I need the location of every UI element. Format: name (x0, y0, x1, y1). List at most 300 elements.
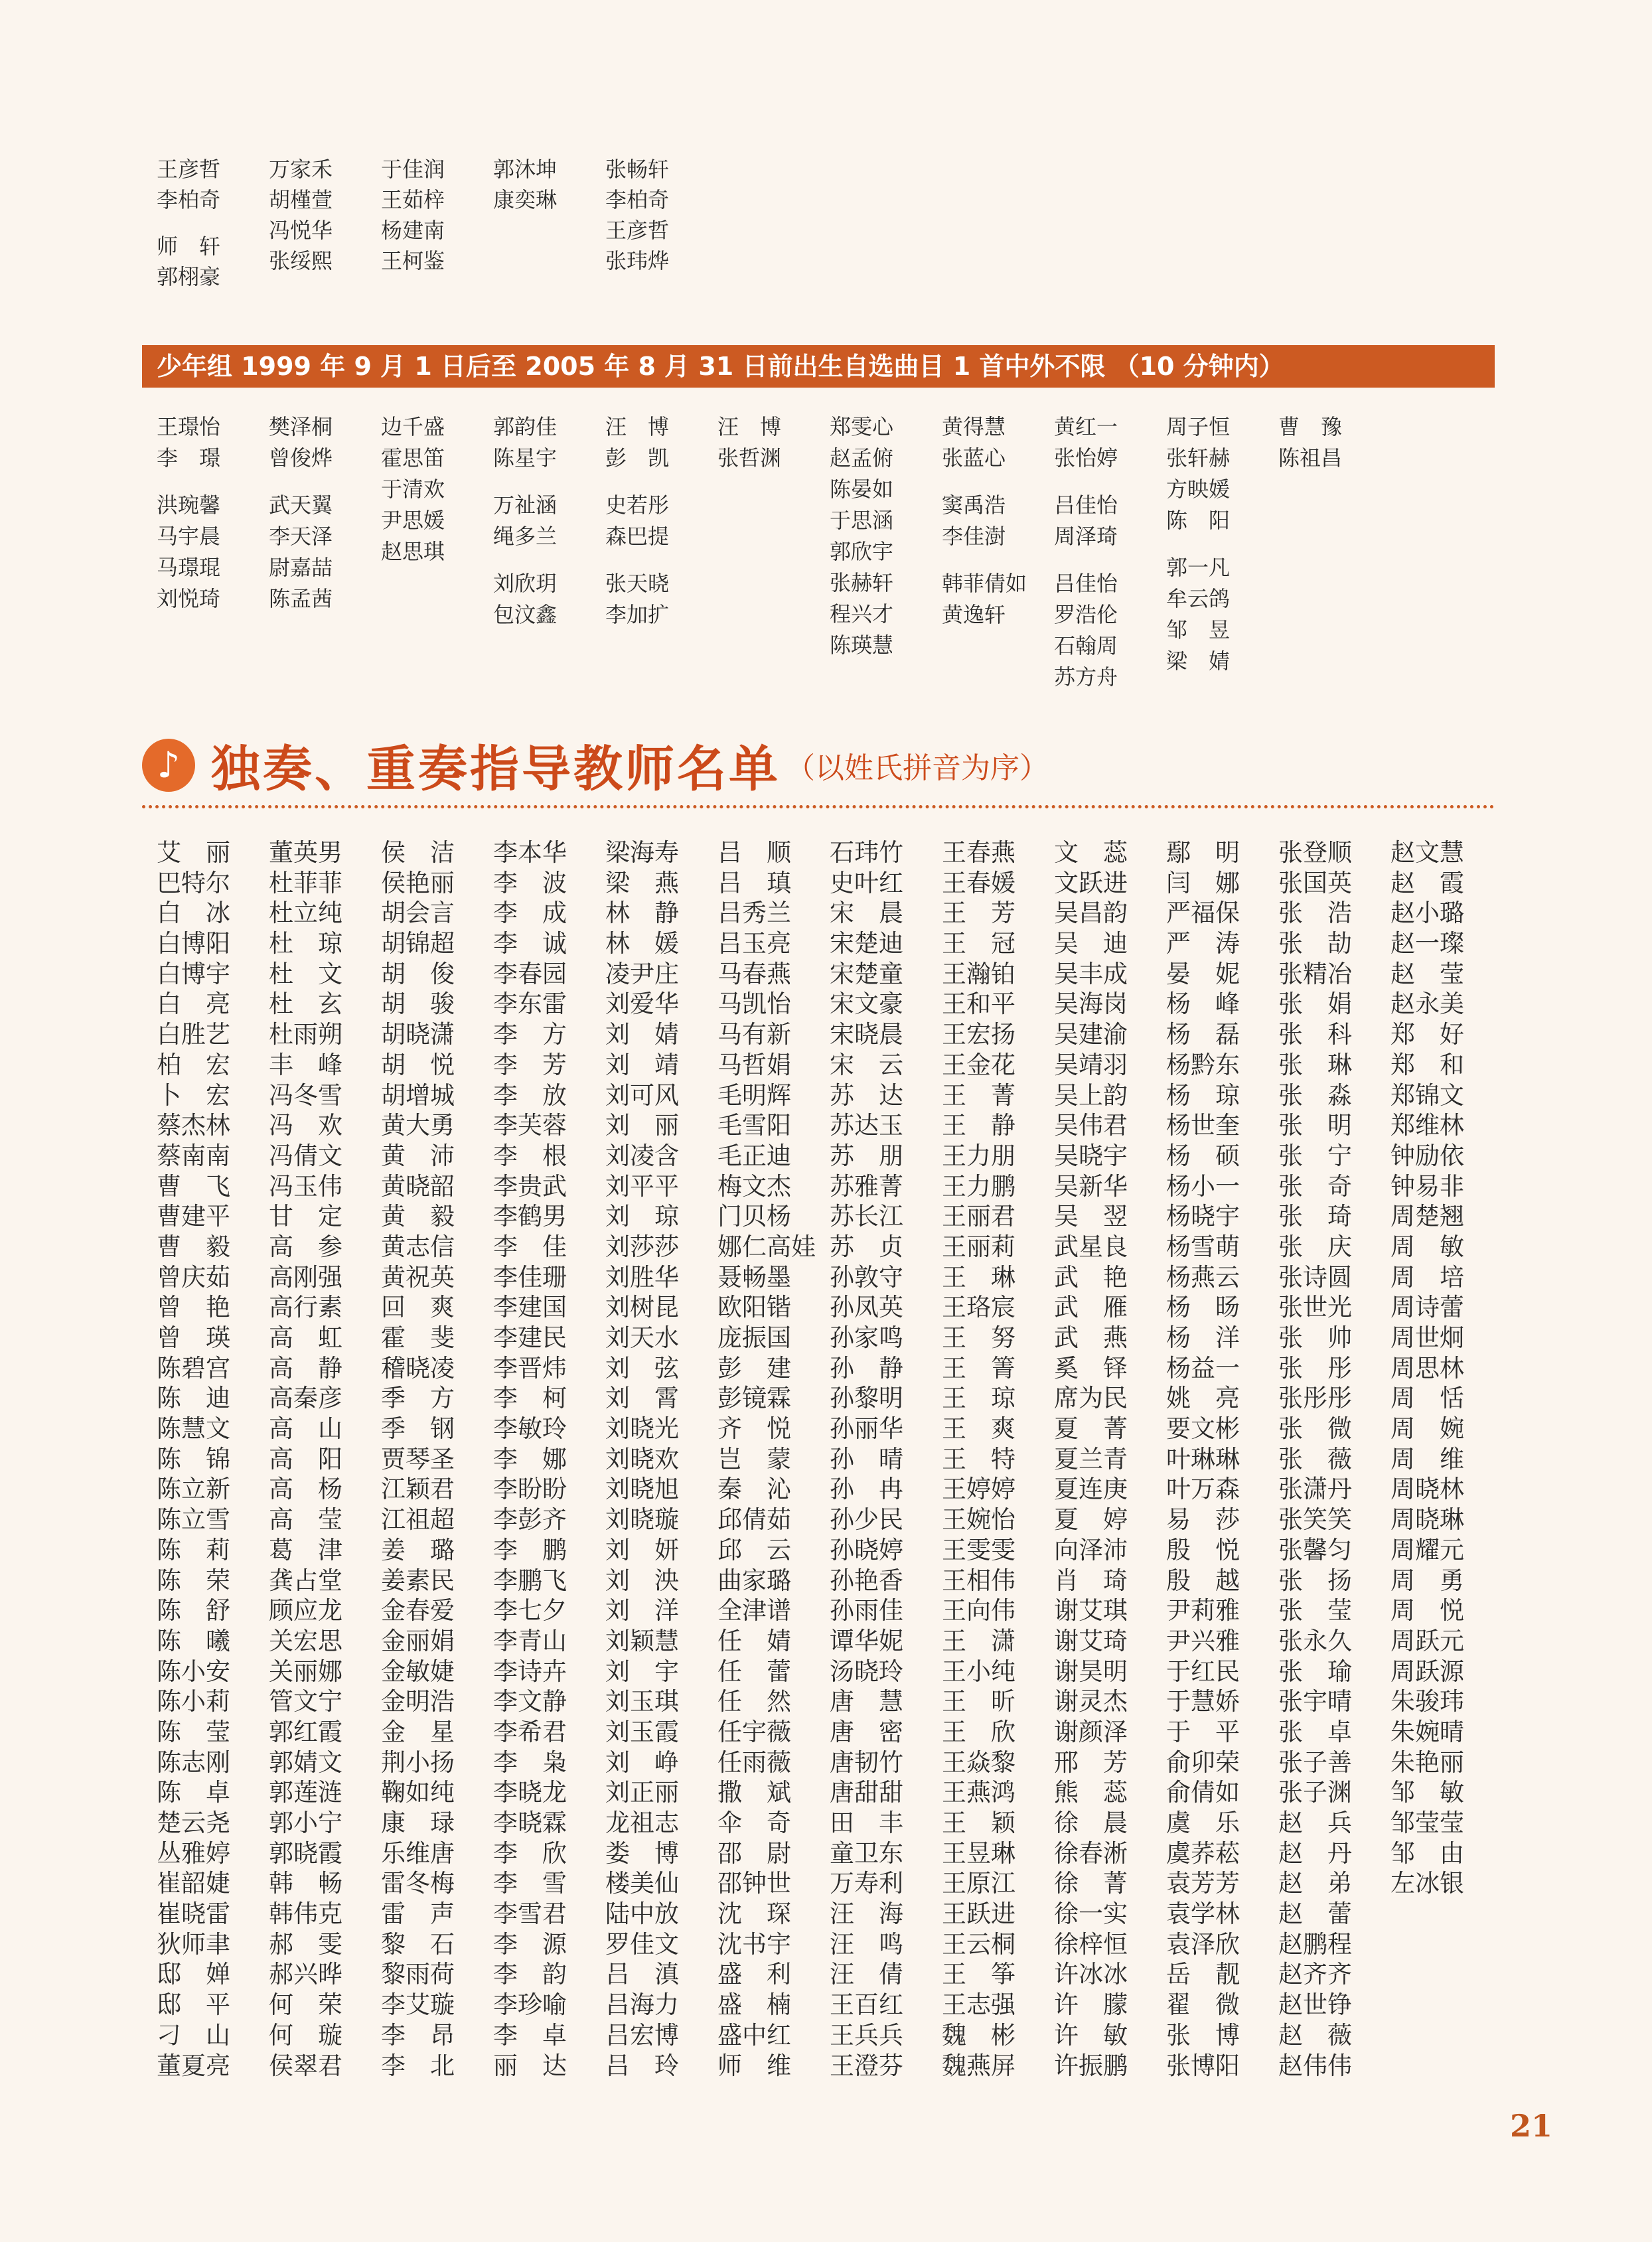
person-name: 高 莹 (269, 1505, 342, 1534)
person-name: 陈孟茜 (269, 586, 333, 611)
person-name: 荆小扬 (381, 1748, 455, 1777)
person-name: 冯倩文 (269, 1141, 342, 1170)
person-name: 包汶鑫 (493, 602, 558, 627)
name-column (381, 154, 493, 292)
person-name: 钟易非 (1390, 1171, 1464, 1201)
person-name: 刘 琼 (605, 1202, 679, 1231)
person-name: 胡锦超 (381, 929, 455, 958)
person-name: 周 维 (1390, 1444, 1464, 1473)
person-name: 张绥熙 (269, 248, 333, 273)
person-name: 郑 和 (1390, 1050, 1464, 1079)
person-name: 欧阳锴 (717, 1293, 791, 1322)
person-name: 王 努 (942, 1323, 1015, 1352)
person-name: 袁学林 (1166, 1900, 1240, 1929)
person-name: 赵鹏程 (1278, 1929, 1352, 1959)
person-name: 李柏奇 (157, 187, 221, 212)
person-name: 席为民 (1054, 1384, 1128, 1413)
person-name: 王相伟 (942, 1566, 1015, 1595)
person-name: 俞卯荣 (1166, 1748, 1240, 1777)
person-name: 孙凤英 (830, 1293, 903, 1322)
person-name: 江祖超 (381, 1505, 455, 1534)
person-name: 文 蕊 (1054, 838, 1128, 867)
person-name: 王小纯 (942, 1657, 1015, 1686)
teacher-column (269, 838, 381, 2081)
person-name: 李青山 (493, 1626, 567, 1655)
person-name: 甘 定 (269, 1202, 342, 1231)
person-name: 赵孟俯 (830, 445, 894, 471)
person-name: 窦禹浩 (942, 492, 1006, 518)
block-gap (1054, 474, 1166, 490)
person-name: 梁 婧 (1166, 648, 1231, 674)
person-name: 苏雅菁 (830, 1171, 903, 1201)
name-column (605, 411, 717, 693)
person-name: 黄志信 (381, 1232, 455, 1261)
person-name: 汪 海 (830, 1900, 903, 1929)
person-name: 康奕琳 (493, 187, 558, 212)
person-name: 杨建南 (381, 218, 445, 243)
person-name: 宋晓晨 (830, 1020, 903, 1049)
person-name: 刘玉霞 (605, 1717, 679, 1746)
person-name: 任 婧 (717, 1626, 791, 1655)
person-name: 陈祖昌 (1278, 445, 1343, 471)
person-name: 全津谱 (717, 1596, 791, 1625)
person-name: 王 筝 (942, 1960, 1015, 1989)
person-name: 姜素民 (381, 1566, 455, 1595)
person-name: 张潇丹 (1278, 1475, 1352, 1504)
person-name: 赵 莹 (1390, 959, 1464, 988)
name-column (269, 154, 381, 292)
person-name: 张 琳 (1278, 1050, 1352, 1079)
person-name: 张 琦 (1278, 1202, 1352, 1231)
person-name: 史若彤 (605, 492, 670, 518)
person-name: 聂畅墨 (717, 1262, 791, 1292)
person-name: 胡会言 (381, 899, 455, 928)
person-name: 郭小宁 (269, 1809, 342, 1837)
person-name: 师 轩 (157, 234, 221, 259)
person-name: 唐 慧 (830, 1687, 903, 1716)
person-name: 王 特 (942, 1444, 1015, 1473)
person-name: 朱骏玮 (1390, 1687, 1464, 1716)
person-name: 曹 飞 (157, 1171, 230, 1201)
block-gap (157, 474, 269, 490)
person-name: 于 平 (1166, 1717, 1240, 1746)
person-name: 韩伟克 (269, 1900, 342, 1929)
person-name: 何 璇 (269, 2020, 342, 2050)
person-name: 张 帅 (1278, 1323, 1352, 1352)
person-name: 陈星宇 (493, 445, 558, 471)
person-name: 李珍喻 (493, 1990, 567, 2020)
person-name: 绳多兰 (493, 524, 558, 549)
person-name: 翟 微 (1166, 1990, 1240, 2020)
person-name: 张 扬 (1278, 1566, 1352, 1595)
person-name: 赵一璨 (1390, 929, 1464, 958)
person-name: 白博宇 (157, 959, 230, 988)
person-name: 程兴才 (830, 601, 894, 627)
person-name: 李建国 (493, 1293, 567, 1322)
person-name: 雷 声 (381, 1900, 455, 1929)
person-name: 陈 莹 (157, 1717, 230, 1746)
person-name: 樊泽桐 (269, 414, 333, 439)
person-name: 顾应龙 (269, 1596, 342, 1625)
person-name: 宋 云 (830, 1050, 903, 1079)
person-name: 李晋炜 (493, 1353, 567, 1383)
person-name: 李敏玲 (493, 1414, 567, 1444)
person-name: 苏达玉 (830, 1111, 903, 1140)
person-name: 李雪君 (493, 1900, 567, 1929)
person-name: 卜 宏 (157, 1081, 230, 1110)
person-name: 王婉怡 (942, 1505, 1015, 1534)
person-name: 谢灵杰 (1054, 1687, 1128, 1716)
person-name: 黄 毅 (381, 1202, 455, 1231)
person-name: 张彤彤 (1278, 1384, 1352, 1413)
person-name: 王彦哲 (157, 157, 221, 182)
person-name: 黄逸轩 (942, 602, 1006, 627)
person-name: 王澄芬 (830, 2051, 903, 2080)
person-name: 许振鹏 (1054, 2051, 1128, 2080)
person-name: 李 雪 (493, 1869, 567, 1898)
person-name: 高 山 (269, 1414, 342, 1444)
teachers-section-heading (142, 729, 1049, 802)
person-name: 李彭齐 (493, 1505, 567, 1534)
person-name: 张 彤 (1278, 1353, 1352, 1383)
person-name: 陈 舒 (157, 1596, 230, 1625)
person-name: 黄红一 (1054, 414, 1118, 439)
person-name: 李晓霖 (493, 1809, 567, 1837)
person-name: 罗佳文 (605, 1929, 679, 1959)
name-column (830, 411, 942, 693)
person-name: 吕佳怡 (1054, 492, 1118, 518)
person-name: 李加扩 (605, 602, 670, 627)
person-name: 盛 利 (717, 1960, 791, 1989)
person-name: 杨 旸 (1166, 1293, 1240, 1322)
person-name: 周 勇 (1390, 1566, 1464, 1595)
person-name: 赵 蕾 (1278, 1900, 1352, 1929)
person-name: 崔晓雷 (157, 1900, 230, 1929)
person-name: 严 涛 (1166, 929, 1240, 958)
person-name: 吕宏博 (605, 2020, 679, 2050)
person-name: 刘颖慧 (605, 1626, 679, 1655)
person-name: 秦 沁 (717, 1475, 791, 1504)
person-name: 杜 文 (269, 959, 342, 988)
person-name: 吴海岗 (1054, 990, 1128, 1019)
person-name: 刘晓光 (605, 1414, 679, 1444)
person-name: 王宏扬 (942, 1020, 1015, 1049)
person-name: 杜 琼 (269, 929, 342, 958)
person-name: 武天翼 (269, 492, 333, 518)
person-name: 高 杨 (269, 1475, 342, 1504)
person-name: 胡槿萱 (269, 187, 333, 212)
person-name: 谢艾琪 (1054, 1596, 1128, 1625)
person-name: 张玮烨 (605, 248, 670, 273)
person-name: 王珞宸 (942, 1293, 1015, 1322)
person-name: 稽晓凌 (381, 1353, 455, 1383)
person-name: 周 敏 (1390, 1232, 1464, 1261)
person-name: 杜雨朔 (269, 1020, 342, 1049)
person-name: 刘晓旭 (605, 1475, 679, 1504)
person-name: 丛雅婷 (157, 1838, 230, 1868)
person-name: 赵 霞 (1390, 868, 1464, 897)
person-name: 韩 畅 (269, 1869, 342, 1898)
person-name: 曾庆茹 (157, 1262, 230, 1292)
person-name: 王 昕 (942, 1687, 1015, 1716)
person-name: 郑雯心 (830, 414, 894, 439)
person-name: 吕海力 (605, 1990, 679, 2020)
person-name: 鞠如纯 (381, 1778, 455, 1807)
person-name: 黄晓韶 (381, 1171, 455, 1201)
person-name: 左冰银 (1390, 1869, 1464, 1898)
person-name: 高 阳 (269, 1444, 342, 1473)
person-name: 张笑笑 (1278, 1505, 1352, 1534)
name-column (493, 411, 605, 693)
name-column (269, 411, 381, 693)
person-name: 杨益一 (1166, 1353, 1240, 1383)
person-name: 尹莉雅 (1166, 1596, 1240, 1625)
person-name: 张 宁 (1278, 1141, 1352, 1170)
teacher-column (605, 838, 717, 2081)
person-name: 任雨薇 (717, 1748, 791, 1777)
person-name: 赵世铮 (1278, 1990, 1352, 2020)
person-name: 邢 芳 (1054, 1748, 1128, 1777)
person-name: 赵 丹 (1278, 1838, 1352, 1868)
person-name: 刘天水 (605, 1323, 679, 1352)
person-name: 凌尹庄 (605, 959, 679, 988)
person-name: 刘玉琪 (605, 1687, 679, 1716)
person-name: 王跃进 (942, 1900, 1015, 1929)
person-name: 郭一凡 (1166, 555, 1231, 580)
person-name: 刘悦琦 (157, 586, 221, 611)
person-name: 王力朋 (942, 1141, 1015, 1170)
person-name: 胡晓潇 (381, 1020, 455, 1049)
person-name: 彭镜霖 (717, 1384, 791, 1413)
person-name: 杨雪萌 (1166, 1232, 1240, 1261)
person-name: 王婷婷 (942, 1475, 1015, 1504)
person-name: 郭沐坤 (493, 157, 558, 182)
person-name: 孙艳香 (830, 1566, 903, 1595)
person-name: 曾 艳 (157, 1293, 230, 1322)
person-name: 夏 菁 (1054, 1414, 1128, 1444)
person-name: 张登顺 (1278, 838, 1352, 867)
person-name: 陈立雪 (157, 1505, 230, 1534)
person-name: 张 庆 (1278, 1232, 1352, 1261)
person-name: 张蓝心 (942, 445, 1006, 471)
person-name: 孙 冉 (830, 1475, 903, 1504)
teacher-column (381, 838, 493, 2081)
person-name: 杨燕云 (1166, 1262, 1240, 1292)
person-name: 王雯雯 (942, 1535, 1015, 1564)
person-name: 毛正迪 (717, 1141, 791, 1170)
person-name: 邱 云 (717, 1535, 791, 1564)
person-name: 龚占堂 (269, 1566, 342, 1595)
person-name: 周楚翘 (1390, 1202, 1464, 1231)
person-name: 梁 燕 (605, 868, 679, 897)
block-gap (605, 552, 717, 568)
teacher-column (1390, 838, 1503, 2081)
person-name: 武 艳 (1054, 1262, 1128, 1292)
person-name: 刘欣玥 (493, 571, 558, 596)
person-name: 白 亮 (157, 990, 230, 1019)
person-name: 要文彬 (1166, 1414, 1240, 1444)
person-name: 周 恬 (1390, 1384, 1464, 1413)
person-name: 冯冬雪 (269, 1081, 342, 1110)
person-name: 徐梓恒 (1054, 1929, 1128, 1959)
person-name: 夏连庚 (1054, 1475, 1128, 1504)
person-name: 罗浩伦 (1054, 602, 1118, 627)
person-name: 白 冰 (157, 899, 230, 928)
person-name: 石玮竹 (830, 838, 903, 867)
person-name: 马璟琨 (157, 555, 221, 580)
person-name: 洪琬馨 (157, 492, 221, 518)
name-column (942, 411, 1054, 693)
person-name: 娄 博 (605, 1838, 679, 1868)
person-name: 吕秀兰 (717, 899, 791, 928)
person-name: 陈慧文 (157, 1414, 230, 1444)
person-name: 邹 由 (1390, 1838, 1464, 1868)
person-name: 赵 兵 (1278, 1809, 1352, 1837)
person-name: 陈 荣 (157, 1566, 230, 1595)
person-name: 李 娜 (493, 1444, 567, 1473)
person-name: 侯艳丽 (381, 868, 455, 897)
person-name: 赵 薇 (1278, 2020, 1352, 2050)
person-name: 高 虹 (269, 1323, 342, 1352)
person-name: 邹 昱 (1166, 617, 1231, 642)
person-name: 刘 宇 (605, 1657, 679, 1686)
person-name: 张 博 (1166, 2020, 1240, 2050)
person-name: 巴特尔 (157, 868, 230, 897)
person-name: 陈 曦 (157, 1626, 230, 1655)
person-name: 管文宁 (269, 1687, 342, 1716)
person-name: 许 敏 (1054, 2020, 1128, 2050)
person-name: 任 然 (717, 1687, 791, 1716)
person-name: 吴昌韵 (1054, 899, 1128, 928)
person-name: 王春燕 (942, 838, 1015, 867)
person-name: 季 方 (381, 1384, 455, 1413)
person-name: 于慧娇 (1166, 1687, 1240, 1716)
person-name: 张 微 (1278, 1414, 1352, 1444)
person-name: 郑锦文 (1390, 1081, 1464, 1110)
person-name: 李 成 (493, 899, 567, 928)
person-name: 严福保 (1166, 899, 1240, 928)
person-name: 王 菁 (942, 1081, 1015, 1110)
person-name: 邹莹莹 (1390, 1809, 1464, 1837)
person-name: 白胜艺 (157, 1020, 230, 1049)
person-name: 周诗蕾 (1390, 1293, 1464, 1322)
person-name: 俞倩如 (1166, 1778, 1240, 1807)
person-name: 宋楚迪 (830, 929, 903, 958)
person-name: 葛 津 (269, 1535, 342, 1564)
block-gap (493, 552, 605, 568)
person-name: 关丽娜 (269, 1657, 342, 1686)
person-name: 李 欣 (493, 1838, 567, 1868)
person-name: 陈 阳 (1166, 508, 1231, 533)
teacher-column (1054, 838, 1166, 2081)
person-name: 武 燕 (1054, 1323, 1128, 1352)
person-name: 张 劼 (1278, 929, 1352, 958)
person-name: 张 淼 (1278, 1081, 1352, 1110)
person-name: 狄师聿 (157, 1929, 230, 1959)
person-name: 杨 洋 (1166, 1323, 1240, 1352)
person-name: 王 琼 (942, 1384, 1015, 1413)
person-name: 吴建渝 (1054, 1020, 1128, 1049)
teachers-subtitle: （以姓氏拼音为序） (786, 751, 1049, 785)
person-name: 李盼盼 (493, 1475, 567, 1504)
person-name: 魏燕屏 (942, 2051, 1015, 2080)
person-name: 尉嘉喆 (269, 555, 333, 580)
person-name: 李 根 (493, 1141, 567, 1170)
person-name: 门贝杨 (717, 1202, 791, 1231)
person-name: 田 丰 (830, 1809, 903, 1837)
person-name: 徐 菁 (1054, 1869, 1128, 1898)
person-name: 周思林 (1390, 1353, 1464, 1383)
person-name: 盛中红 (717, 2020, 791, 2050)
person-name: 彭 凯 (605, 445, 670, 471)
person-name: 张 浩 (1278, 899, 1352, 928)
person-name: 李 方 (493, 1020, 567, 1049)
person-name: 王 静 (942, 1111, 1015, 1140)
person-name: 黎雨荷 (381, 1960, 455, 1989)
person-name: 王向伟 (942, 1596, 1015, 1625)
person-name: 赵 弟 (1278, 1869, 1352, 1898)
person-name: 周晓琳 (1390, 1505, 1464, 1534)
person-name: 刘树昆 (605, 1293, 679, 1322)
person-name: 江颖君 (381, 1475, 455, 1504)
person-name: 陈小安 (157, 1657, 230, 1686)
person-name: 霍 斐 (381, 1323, 455, 1352)
person-name: 雷冬梅 (381, 1869, 455, 1898)
person-name: 周泽琦 (1054, 524, 1118, 549)
person-name: 武星良 (1054, 1232, 1128, 1261)
person-name: 刘 妍 (605, 1535, 679, 1564)
person-name: 唐 密 (830, 1717, 903, 1746)
person-name: 刘 霄 (605, 1384, 679, 1413)
person-name: 丽 达 (493, 2051, 567, 2080)
person-name: 王 琳 (942, 1262, 1015, 1292)
person-name: 周 婉 (1390, 1414, 1464, 1444)
person-name: 汪 鸣 (830, 1929, 903, 1959)
person-name: 张 娟 (1278, 990, 1352, 1019)
person-name: 黎 石 (381, 1929, 455, 1959)
person-name: 黄大勇 (381, 1111, 455, 1140)
person-name: 张怡婷 (1054, 445, 1118, 471)
person-name: 杨黔东 (1166, 1050, 1240, 1079)
person-name: 杨晓宇 (1166, 1202, 1240, 1231)
person-name: 吕 玲 (605, 2051, 679, 2080)
teacher-column (157, 838, 269, 2081)
person-name: 李 璟 (157, 445, 221, 471)
person-name: 谢艾琦 (1054, 1626, 1128, 1655)
person-name: 周跃元 (1390, 1626, 1464, 1655)
person-name: 宋文豪 (830, 990, 903, 1019)
person-name: 郭红霞 (269, 1717, 342, 1746)
person-name: 孙黎明 (830, 1384, 903, 1413)
person-name: 刘正丽 (605, 1778, 679, 1807)
person-name: 姚 亮 (1166, 1384, 1240, 1413)
block-gap (1166, 536, 1278, 552)
person-name: 万家禾 (269, 157, 333, 182)
person-name: 武 雁 (1054, 1293, 1128, 1322)
person-name: 杨 琼 (1166, 1081, 1240, 1110)
person-name: 赵文慧 (1390, 838, 1464, 867)
person-name: 李贵武 (493, 1171, 567, 1201)
person-name: 胡 悦 (381, 1050, 455, 1079)
person-name: 向泽沛 (1054, 1535, 1128, 1564)
person-name: 郑 好 (1390, 1020, 1464, 1049)
person-name: 楼美仙 (605, 1869, 679, 1898)
person-name: 朱婉晴 (1390, 1717, 1464, 1746)
person-name: 陈立新 (157, 1475, 230, 1504)
person-name: 张哲渊 (717, 445, 782, 471)
person-name: 王 箐 (942, 1353, 1015, 1383)
person-name: 黄得慧 (942, 414, 1006, 439)
